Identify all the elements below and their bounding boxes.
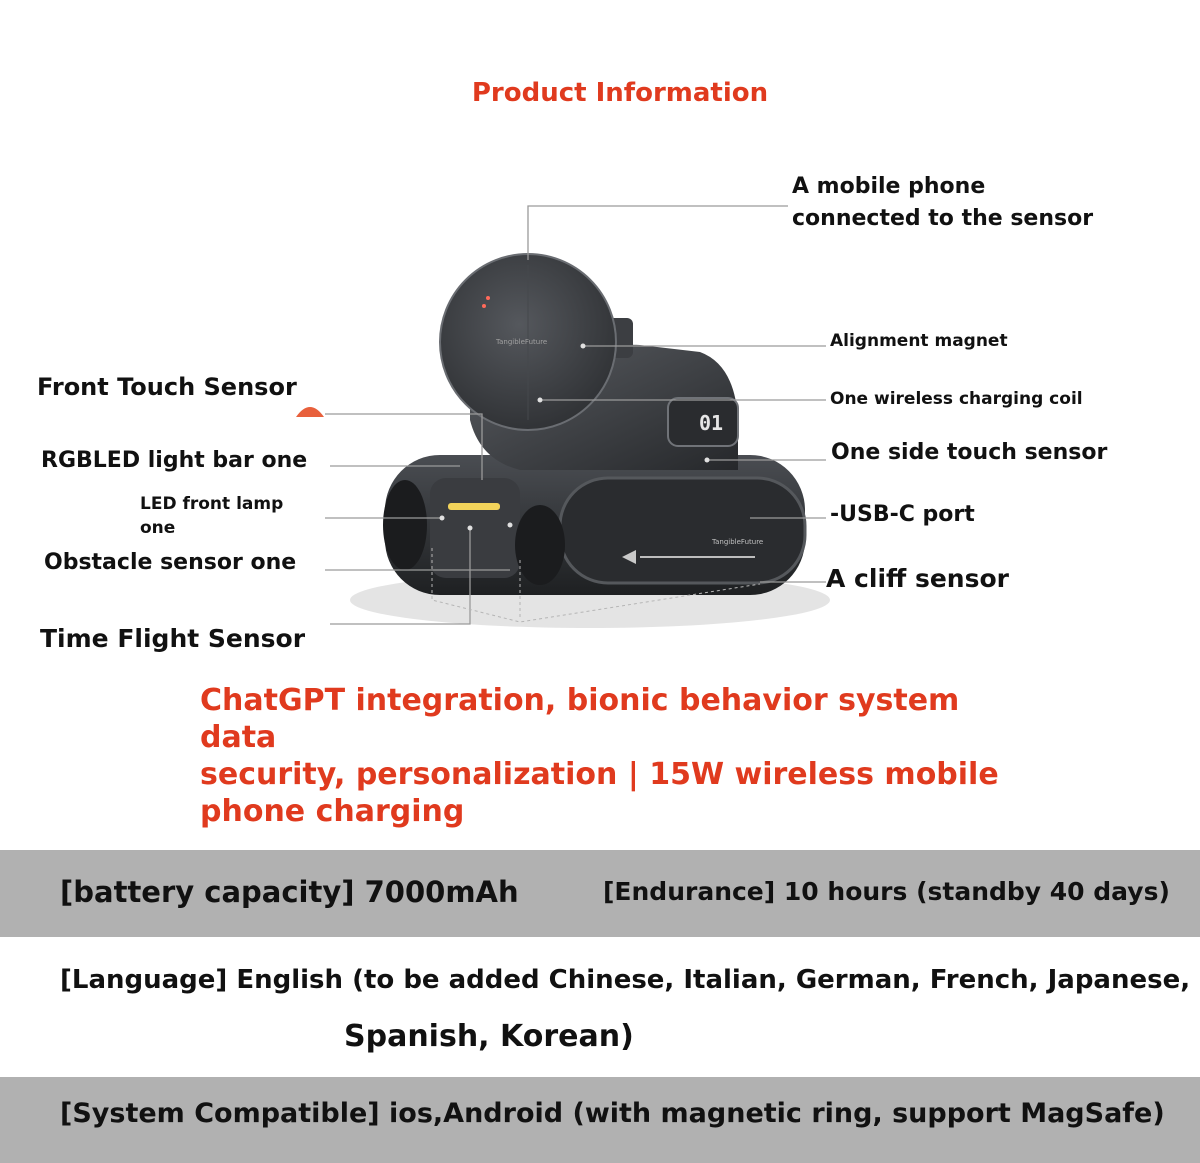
callout-front-touch: Front Touch Sensor xyxy=(37,373,297,401)
brand-body-text: TangibleFuture xyxy=(712,538,764,546)
spec-band-system xyxy=(0,1077,1200,1163)
callout-phone-sensor xyxy=(792,171,1093,235)
disc-dot xyxy=(482,304,486,308)
sensor-dot xyxy=(508,523,513,528)
sensor-dot xyxy=(705,458,710,463)
callout-time-flight: Time Flight Sensor xyxy=(40,624,306,653)
spec-battery: [battery capacity] 7000mAh xyxy=(60,875,519,909)
feature-tagline xyxy=(200,682,1020,830)
robot-badge: 01 xyxy=(699,411,724,435)
disc-dot xyxy=(486,296,490,300)
spec-endurance: [Endurance] 10 hours (standby 40 days) xyxy=(603,877,1170,906)
callout-led-front xyxy=(140,492,283,540)
callout-charging-coil: One wireless charging coil xyxy=(830,389,1083,409)
spec-system: [System Compatible] ios,Android (with magnetic ring, support MagSafe) xyxy=(60,1098,1165,1129)
callout-led-front-line2: one xyxy=(140,518,176,538)
spec-language-line2: Spanish, Korean) xyxy=(344,1019,634,1054)
front-touch-dome xyxy=(296,407,324,417)
rgb-light-bar xyxy=(448,503,500,510)
callout-phone-sensor-line2: connected to the sensor xyxy=(792,206,1094,231)
callout-phone-sensor-line1: A mobile phone xyxy=(792,174,986,199)
brand-disc-text: TangibleFuture xyxy=(496,338,548,346)
callout-led-front-line1: LED front lamp xyxy=(140,494,284,514)
robot-left-track xyxy=(383,480,427,570)
tagline-line3: phone charging xyxy=(200,794,465,829)
callout-usb-c: -USB-C port xyxy=(830,502,975,527)
page-title: Product Information xyxy=(471,78,769,108)
sensor-dot xyxy=(538,398,543,403)
leader-line xyxy=(528,206,788,260)
robot-side-panel xyxy=(560,478,805,583)
sensor-dot xyxy=(468,526,473,531)
callout-cliff-sensor: A cliff sensor xyxy=(826,564,1009,593)
sensor-dot xyxy=(440,516,445,521)
callout-obstacle-sensor: Obstacle sensor one xyxy=(44,550,297,575)
tagline-line1: ChatGPT integration, bionic behavior system data xyxy=(200,683,960,755)
sensor-dot xyxy=(581,344,586,349)
spec-band-language xyxy=(0,937,1200,1077)
robot-front-face xyxy=(430,478,520,578)
callout-alignment-magnet: Alignment magnet xyxy=(830,331,1008,351)
callout-side-touch: One side touch sensor xyxy=(831,440,1108,465)
spec-language-line1: [Language] English (to be added Chinese, Italian, German, French, Japanese, xyxy=(60,965,1191,995)
callout-rgb-led: RGBLED light bar one xyxy=(41,448,308,473)
tagline-line2: security, personalization | 15W wireless mobile xyxy=(200,757,999,792)
spec-band-battery xyxy=(0,850,1200,937)
robot-front-track xyxy=(515,505,565,585)
